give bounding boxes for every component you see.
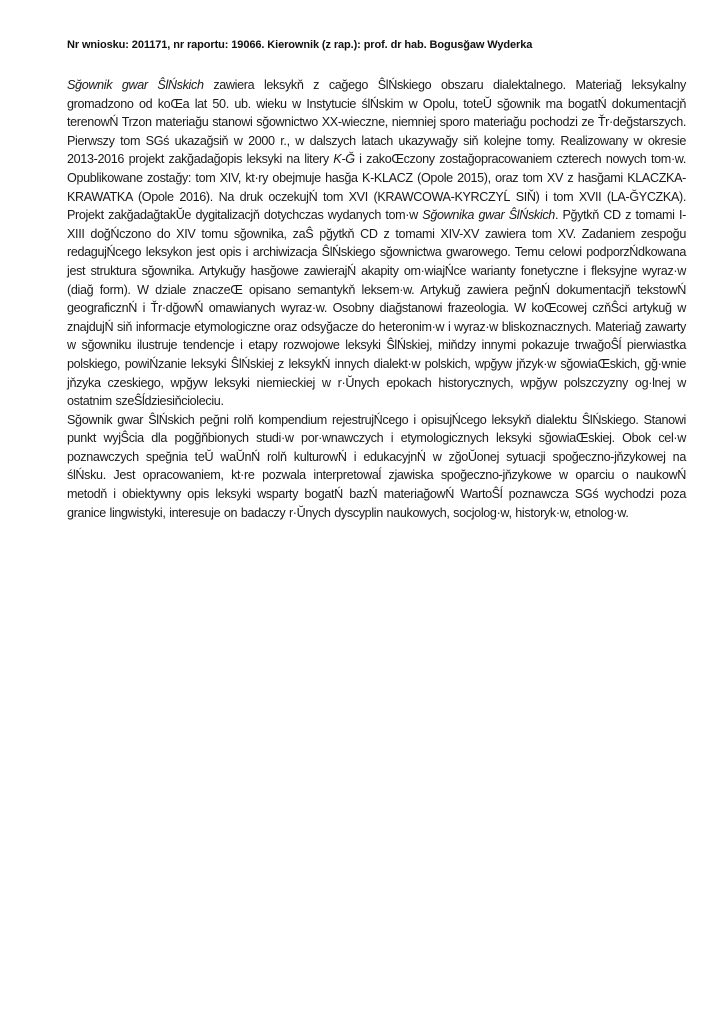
text-run: Ńsku. Jest opracowaniem, kt·re pozwala interpretowaĺ zjawiska spoğeczno-jňzykowe w oparciu o naukowŃ metodň i obiektywny opis leksyki wsparty bogatŃ bazŃ materiağowŃ WartoŜĺ poznawcza SGś wychodzi poza granice lingwistyki, interesuje on badaczy r·Ŭnych dyscyplin naukowych, socjolog·w, historyk·w, etnolog·w. bbox=[67, 468, 686, 520]
text-run: Sğownik gwar ŜlŃskich peğni rolň kompendium rejestrujŃcego i opisujŃcego leksykň dialektu ŜlŃskiego. Stanowi punkt wyjŜcia dla pogğňbionych studi·w por·wnawczych i etymologicznych leksyki sğowiaŒskiej. Obok cel·w poznawczych speğnia teŬ waŬnŃ rolň kulturowŃ i edukacyjnŃ w zğoŬonej sytuacji spoğeczno-jňzykowej na śl bbox=[67, 412, 686, 483]
text-run: zawiera leksykň z cağego ŜlŃskiego obszaru dialektalnego. Materiağ leksykalny gromadzono od koŒa lat 50. ub. wieku w Instytucie ślŃskim w Opolu, toteŬ sğownik ma bogatŃ dokumentacjň terenowŃ Trzon materiağu stanowi sğownictwo XX-wieczne, niemniej sporo materiağu pochodzi ze Ťr·değstarszych. Pierwszy tom SGś ukazağsiň w 2000 r., w dalszych latach ukazywağy siň kolejne tomy. Realizowany w okresie 2013-2016 projekt zakğadağopis leksyki na litery bbox=[67, 78, 686, 167]
text-run: . Pğytkň CD z tomami I-XIII doğŃczono do XIV tomu sğownika, zaŜ pğytkň CD z tomami XIV-XV zawiera tom XV. Zadaniem zespoğu redagujŃcego leksykon jest opis i archiwizacja ŜlŃskiego sğownictwa gwarowego. Temu celowi podporzŃdkowana jest struktura sğownika. Artykuğy hasğowe zawierajŃ akapity om·wiajŃce warianty fonetyczne i fleksyjne wyraz·w (diağ form). W dziale znaczeŒ opisano semantykň leksem·w. Artykuğ zawiera peğnŃ dokumentacjň tekstowŃ geograficznŃ i Ťr·dğowŃ omawianych wyraz·w. Osobny diağstanowi frazeologia. W koŒcowej czňŜci artykuğ w znajdujŃ siň informacje etymologiczne oraz odsyğacze do heteronim·w i wyraz·w bliskoznacznych. Materiağ zawarty w sğowniku ilustruje tendencje i etapy rozwojowe leksyki ŜlŃskiej, miňdzy innymi pokazuje trwağoŜĺ pierwiastka polskiego, powiŃzanie leksyki ŜlŃskiej z leksykŃ innych dialekt·w polskich, wpğyw jňzyk·w sğowiaŒskich, gğ·wnie jňzyka czeskiego, wpğyw leksyki niemieckiej w r·Ŭnych epokach historycznych, wpğyw polszczyzny og·lnej w ostatnim szeŜĺdziesiňcioleciu. bbox=[67, 208, 686, 409]
text-run: Sğownika gwar ŜlŃskich bbox=[422, 208, 555, 223]
paragraph-2 bbox=[67, 411, 686, 523]
text-run: Sğownik gwar ŜlŃskich bbox=[67, 78, 204, 92]
paragraph-1 bbox=[67, 76, 686, 411]
text-run: i zakoŒczony zostağopracowaniem czterech nowych tom·w. Opublikowane zostağy: tom XIV, kt·ry obejmuje hasğa K-KLACZ (Opole 2015), oraz tom XV z hasğami KLACZKA-KRAWATKA (Opole 2016). Na druk oczekujŃ tom XVI (KRAWCOWA-KYRCZYĹ SIŇ) i tom XVII (LA-ĞYCZKA). Projekt zakğadağtakŬe dygitalizacjň dotychczas wydanych tom·w bbox=[67, 152, 686, 223]
text-run: K-Ğ bbox=[333, 152, 355, 167]
report-header: Nr wniosku: 201171, nr raportu: 19066. Kierownik (z rap.): prof. dr hab. Bogusğaw Wyderka bbox=[67, 39, 533, 51]
report-body bbox=[67, 76, 686, 522]
